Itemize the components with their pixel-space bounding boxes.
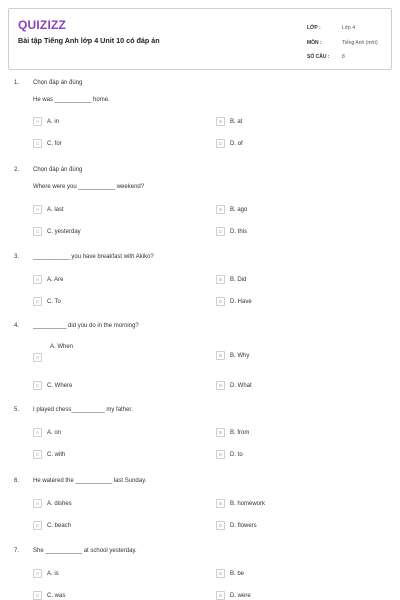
option-text: C. with (47, 451, 66, 458)
meta-row-subject (307, 36, 391, 51)
question-number: 7. (14, 548, 20, 554)
option-text: A. in (47, 118, 60, 125)
question-number: 1. (14, 80, 20, 86)
option-letter-box: C (33, 450, 42, 459)
option-text: C. was (47, 592, 66, 599)
question-sentence: He was ___________ home. (33, 97, 110, 103)
meta-label: SỐ CÂU : (307, 54, 330, 61)
option-letter-box: D (216, 227, 225, 236)
option-text: B. at (230, 118, 243, 125)
option-letter-box: B (216, 205, 225, 214)
question-number: 3. (14, 254, 20, 260)
option-letter-box: B (216, 117, 225, 126)
option-d[interactable] (216, 139, 243, 148)
option-b[interactable] (216, 117, 242, 126)
option-letter-box: A (33, 353, 42, 362)
option-c[interactable] (33, 227, 81, 236)
option-a[interactable] (33, 275, 63, 284)
option-text: D. this (230, 228, 248, 235)
option-letter-box: D (216, 297, 225, 306)
option-text: C. for (47, 140, 62, 147)
option-text: C. To (47, 298, 61, 305)
question-prompt: ___________ you have breakfast with Akiko? (33, 254, 154, 260)
option-a[interactable] (33, 117, 59, 126)
meta-value: Lớp 4 (342, 25, 356, 32)
option-b[interactable] (216, 428, 249, 437)
option-b[interactable] (216, 275, 246, 284)
option-text: B. from (230, 429, 250, 436)
question-prompt: Chọn đáp án đúng (33, 80, 83, 86)
option-d[interactable] (216, 227, 247, 236)
meta-row-class (307, 21, 391, 36)
option-d[interactable] (216, 297, 252, 306)
meta-label: LỚP : (307, 25, 321, 32)
option-letter-box: C (33, 381, 42, 390)
option-a[interactable] (33, 569, 59, 578)
question-prompt: Chọn đáp án đúng (33, 167, 83, 173)
option-text: D. of (230, 140, 243, 147)
option-b[interactable] (216, 205, 247, 214)
option-a[interactable] (33, 499, 72, 508)
option-letter-box: B (216, 569, 225, 578)
option-text: D. were (230, 592, 251, 599)
option-letter-box: A (33, 117, 42, 126)
option-letter-box: C (33, 297, 42, 306)
option-c[interactable] (33, 297, 61, 306)
option-text: B. be (230, 570, 245, 577)
option-text: A. on (47, 429, 62, 436)
question-number: 5. (14, 407, 20, 413)
option-c[interactable] (33, 521, 71, 530)
option-b[interactable] (216, 351, 249, 360)
option-letter-box: C (33, 227, 42, 236)
question-prompt: She ___________ at school yesterday. (33, 548, 137, 554)
option-letter-box: B (216, 428, 225, 437)
option-d[interactable] (216, 591, 251, 600)
meta-value: Tiếng Anh (mới) (342, 39, 378, 46)
option-letter-box: A (33, 275, 42, 284)
option-text: D. Have (230, 298, 252, 305)
meta-label: MÔN : (307, 39, 322, 46)
question-prompt: He watered the ___________ last Sunday. (33, 478, 147, 484)
question-number: 4. (14, 323, 20, 329)
option-b[interactable] (216, 569, 244, 578)
meta-row-count (307, 50, 391, 65)
option-text: C. yesterday (47, 228, 81, 235)
option-letter-box: D (216, 450, 225, 459)
option-c[interactable] (33, 139, 62, 148)
option-c[interactable] (33, 450, 65, 459)
option-letter-box: C (33, 139, 42, 148)
meta-value: 8 (342, 54, 345, 61)
option-text: D. flowers (230, 522, 257, 529)
quizizz-logo: QUIZIZZ (18, 18, 67, 32)
option-letter-box: C (33, 591, 42, 600)
option-d[interactable] (216, 521, 257, 530)
option-letter-box: D (216, 139, 225, 148)
question-number: 6. (14, 478, 20, 484)
option-letter-box: C (33, 521, 42, 530)
option-a[interactable] (33, 428, 61, 437)
worksheet-meta (307, 21, 391, 65)
question-prompt: I played chess__________ my father. (33, 407, 133, 413)
option-letter-box: A (33, 499, 42, 508)
option-text: D. to (230, 451, 243, 458)
option-c[interactable] (33, 591, 65, 600)
option-letter-box: B (216, 499, 225, 508)
question-prompt: __________ did you do in the morning? (33, 323, 139, 329)
option-letter-box: A (33, 569, 42, 578)
option-d[interactable] (216, 381, 252, 390)
option-text: B. Why (230, 352, 250, 359)
option-text: C. beach (47, 522, 72, 529)
option-text: B. ago (230, 206, 248, 213)
option-text: B. homework (230, 500, 266, 507)
option-letter-box: B (216, 351, 225, 360)
option-letter-box: D (216, 381, 225, 390)
question-number: 2. (14, 167, 20, 173)
option-letter-box: A (33, 428, 42, 437)
option-text: D. What (230, 382, 252, 389)
worksheet-title: Bài tập Tiếng Anh lớp 4 Unit 10 có đáp án (18, 36, 160, 45)
worksheet-header (8, 8, 392, 70)
option-text: B. Did (230, 276, 247, 283)
question-sentence: Where were you ___________ weekend? (33, 184, 145, 190)
option-letter-box: B (216, 275, 225, 284)
option-text: A. When (50, 344, 74, 350)
option-letter-box: A (33, 205, 42, 214)
option-b[interactable] (216, 499, 265, 508)
option-text: A. is (47, 570, 59, 577)
option-text: C. Where (47, 382, 73, 389)
option-d[interactable] (216, 450, 243, 459)
option-c[interactable] (33, 381, 72, 390)
option-letter-box: D (216, 591, 225, 600)
option-letter-box: D (216, 521, 225, 530)
option-text: A. last (47, 206, 64, 213)
option-a[interactable] (33, 205, 64, 214)
option-text: A. Are (47, 276, 64, 283)
option-text: A. dishes (47, 500, 72, 507)
